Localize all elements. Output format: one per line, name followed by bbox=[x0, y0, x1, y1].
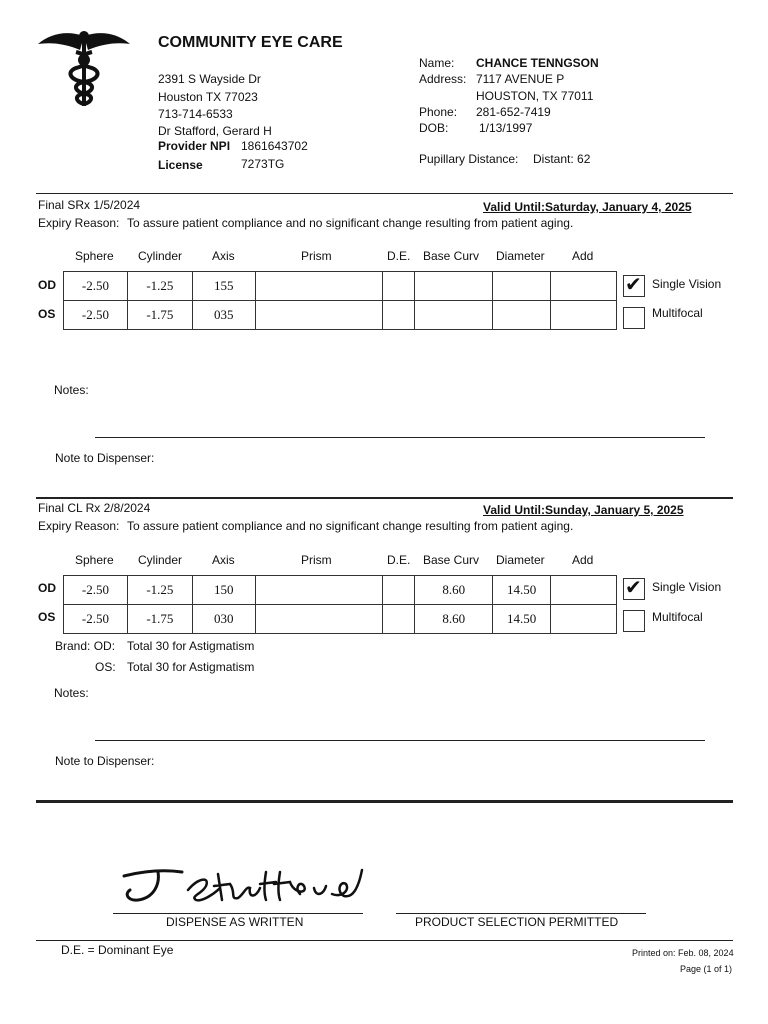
srx-valid-until bbox=[483, 200, 692, 214]
col-cylinder: Cylinder bbox=[138, 249, 183, 263]
pd-label: Pupillary Distance: bbox=[419, 152, 519, 166]
srx-notes-label: Notes: bbox=[54, 383, 89, 397]
clinic-address-line2: Houston TX 77023 bbox=[158, 90, 258, 104]
col-axis: Axis bbox=[212, 553, 235, 567]
srx-os-label: OS bbox=[38, 307, 56, 321]
col-add: Add bbox=[572, 553, 594, 567]
srx-os-prism bbox=[255, 301, 383, 330]
col-sphere: Sphere bbox=[75, 553, 114, 567]
col-add: Add bbox=[572, 249, 594, 263]
srx-os-de bbox=[383, 301, 415, 330]
patient-name-label: Name: bbox=[419, 56, 455, 70]
clrx-os-base: 8.60 bbox=[415, 605, 493, 634]
col-prism: Prism bbox=[301, 553, 332, 567]
srx-os-sphere: -2.50 bbox=[64, 301, 128, 330]
clrx-od-diameter: 14.50 bbox=[493, 576, 551, 605]
clrx-os-add bbox=[551, 605, 617, 634]
col-sphere: Sphere bbox=[75, 249, 114, 263]
caduceus-icon bbox=[36, 28, 132, 110]
srx-table bbox=[63, 271, 617, 330]
srx-os-diameter bbox=[493, 301, 551, 330]
col-diameter: Diameter bbox=[496, 553, 545, 567]
clrx-notes-label: Notes: bbox=[54, 686, 89, 700]
clrx-od-base: 8.60 bbox=[415, 576, 493, 605]
clrx-notes-line bbox=[95, 740, 705, 741]
srx-single-vision-label: Single Vision bbox=[652, 277, 722, 291]
section-divider bbox=[36, 497, 733, 499]
clrx-os-cylinder: -1.75 bbox=[127, 605, 192, 634]
table-row bbox=[64, 605, 617, 634]
patient-address-line2: HOUSTON, TX 77011 bbox=[476, 89, 594, 103]
clrx-os-diameter: 14.50 bbox=[493, 605, 551, 634]
clrx-multifocal-label: Multifocal bbox=[652, 610, 703, 624]
signature bbox=[118, 864, 368, 910]
clinic-name: COMMUNITY EYE CARE bbox=[158, 34, 343, 51]
section-divider bbox=[36, 800, 733, 803]
clrx-os-sphere: -2.50 bbox=[64, 605, 128, 634]
srx-multifocal-checkbox[interactable] bbox=[623, 307, 645, 329]
srx-od-diameter bbox=[493, 272, 551, 301]
clrx-od-sphere: -2.50 bbox=[64, 576, 128, 605]
srx-valid-label: Valid Until: bbox=[483, 200, 546, 214]
table-row bbox=[64, 576, 617, 605]
patient-address-label: Address: bbox=[419, 72, 467, 86]
footer-divider bbox=[36, 940, 733, 941]
srx-multifocal-label: Multifocal bbox=[652, 306, 703, 320]
srx-valid-date: Saturday, January 4, 2025 bbox=[545, 200, 692, 214]
clrx-title: Final CL Rx 2/8/2024 bbox=[38, 501, 151, 515]
srx-od-label: OD bbox=[38, 278, 56, 292]
clrx-od-label: OD bbox=[38, 581, 56, 595]
patient-name: CHANCE TENNGSON bbox=[476, 56, 599, 70]
license-value: 7273TG bbox=[241, 157, 285, 171]
col-axis: Axis bbox=[212, 249, 235, 263]
srx-od-cylinder: -1.25 bbox=[127, 272, 192, 301]
col-base-curve: Base Curv bbox=[423, 553, 480, 567]
product-selection-label: PRODUCT SELECTION PERMITTED bbox=[415, 915, 619, 929]
patient-phone-label: Phone: bbox=[419, 105, 458, 119]
srx-single-vision-checkbox[interactable] bbox=[623, 272, 645, 297]
dispense-as-written-label: DISPENSE AS WRITTEN bbox=[166, 915, 304, 929]
srx-od-sphere: -2.50 bbox=[64, 272, 128, 301]
patient-phone: 281-652-7419 bbox=[476, 105, 551, 119]
table-row bbox=[64, 272, 617, 301]
brand-os-label: OS: bbox=[95, 660, 116, 674]
clrx-dispenser-label: Note to Dispenser: bbox=[55, 754, 155, 768]
srx-od-axis: 155 bbox=[192, 272, 255, 301]
clrx-single-vision-label: Single Vision bbox=[652, 580, 722, 594]
doctor-name: Dr Stafford, Gerard H bbox=[158, 124, 272, 138]
col-de: D.E. bbox=[387, 553, 411, 567]
clrx-table bbox=[63, 575, 617, 634]
srx-expiry-reason: To assure patient compliance and no significant change resulting from patient aging. bbox=[127, 216, 574, 230]
clinic-address-line1: 2391 S Wayside Dr bbox=[158, 72, 261, 86]
product-signature-line bbox=[396, 913, 646, 914]
npi-value: 1861643702 bbox=[241, 139, 308, 153]
checkmark-icon: ✔ bbox=[625, 575, 642, 599]
col-diameter: Diameter bbox=[496, 249, 545, 263]
clinic-phone: 713-714-6533 bbox=[158, 107, 233, 121]
clrx-os-axis: 030 bbox=[192, 605, 255, 634]
clrx-od-de bbox=[383, 576, 415, 605]
clrx-od-prism bbox=[255, 576, 383, 605]
clrx-od-add bbox=[551, 576, 617, 605]
srx-dispenser-label: Note to Dispenser: bbox=[55, 451, 155, 465]
clrx-os-de bbox=[383, 605, 415, 634]
patient-dob: 1/13/1997 bbox=[479, 121, 533, 135]
srx-od-de bbox=[383, 272, 415, 301]
npi-label: Provider NPI bbox=[158, 139, 231, 153]
clrx-multifocal-checkbox[interactable] bbox=[623, 610, 645, 632]
clrx-expiry-label: Expiry Reason: bbox=[38, 519, 120, 533]
patient-address-line1: 7117 AVENUE P bbox=[476, 72, 565, 86]
checkmark-icon: ✔ bbox=[625, 272, 642, 296]
brand-od-value: Total 30 for Astigmatism bbox=[127, 639, 255, 653]
srx-od-add bbox=[551, 272, 617, 301]
col-de: D.E. bbox=[387, 249, 411, 263]
srx-os-cylinder: -1.75 bbox=[127, 301, 192, 330]
srx-os-add bbox=[551, 301, 617, 330]
srx-notes-line bbox=[95, 437, 705, 438]
pd-value: Distant: 62 bbox=[533, 152, 591, 166]
clrx-od-cylinder: -1.25 bbox=[127, 576, 192, 605]
clrx-valid-label: Valid Until: bbox=[483, 503, 546, 517]
license-label: License bbox=[158, 158, 203, 172]
srx-od-base bbox=[415, 272, 493, 301]
col-base-curve: Base Curv bbox=[423, 249, 480, 263]
page-number: Page (1 of 1) bbox=[680, 964, 733, 974]
col-prism: Prism bbox=[301, 249, 332, 263]
srx-od-prism bbox=[255, 272, 383, 301]
section-divider bbox=[36, 193, 733, 194]
clrx-os-label: OS bbox=[38, 610, 56, 624]
srx-os-axis: 035 bbox=[192, 301, 255, 330]
srx-expiry-label: Expiry Reason: bbox=[38, 216, 120, 230]
col-cylinder: Cylinder bbox=[138, 553, 183, 567]
dispense-signature-line bbox=[113, 913, 363, 914]
clrx-valid-until bbox=[483, 503, 684, 517]
brand-os-value: Total 30 for Astigmatism bbox=[127, 660, 255, 674]
table-row bbox=[64, 301, 617, 330]
clrx-valid-date: Sunday, January 5, 2025 bbox=[545, 503, 684, 517]
srx-os-base bbox=[415, 301, 493, 330]
clrx-single-vision-checkbox[interactable] bbox=[623, 575, 645, 600]
srx-title: Final SRx 1/5/2024 bbox=[38, 198, 141, 212]
clrx-os-prism bbox=[255, 605, 383, 634]
clrx-od-axis: 150 bbox=[192, 576, 255, 605]
printed-date: Printed on: Feb. 08, 2024 bbox=[632, 948, 734, 958]
patient-dob-label: DOB: bbox=[419, 121, 449, 135]
clrx-expiry-reason: To assure patient compliance and no significant change resulting from patient aging. bbox=[127, 519, 574, 533]
brand-od-label: Brand: OD: bbox=[55, 639, 116, 653]
de-footnote: D.E. = Dominant Eye bbox=[61, 943, 174, 957]
